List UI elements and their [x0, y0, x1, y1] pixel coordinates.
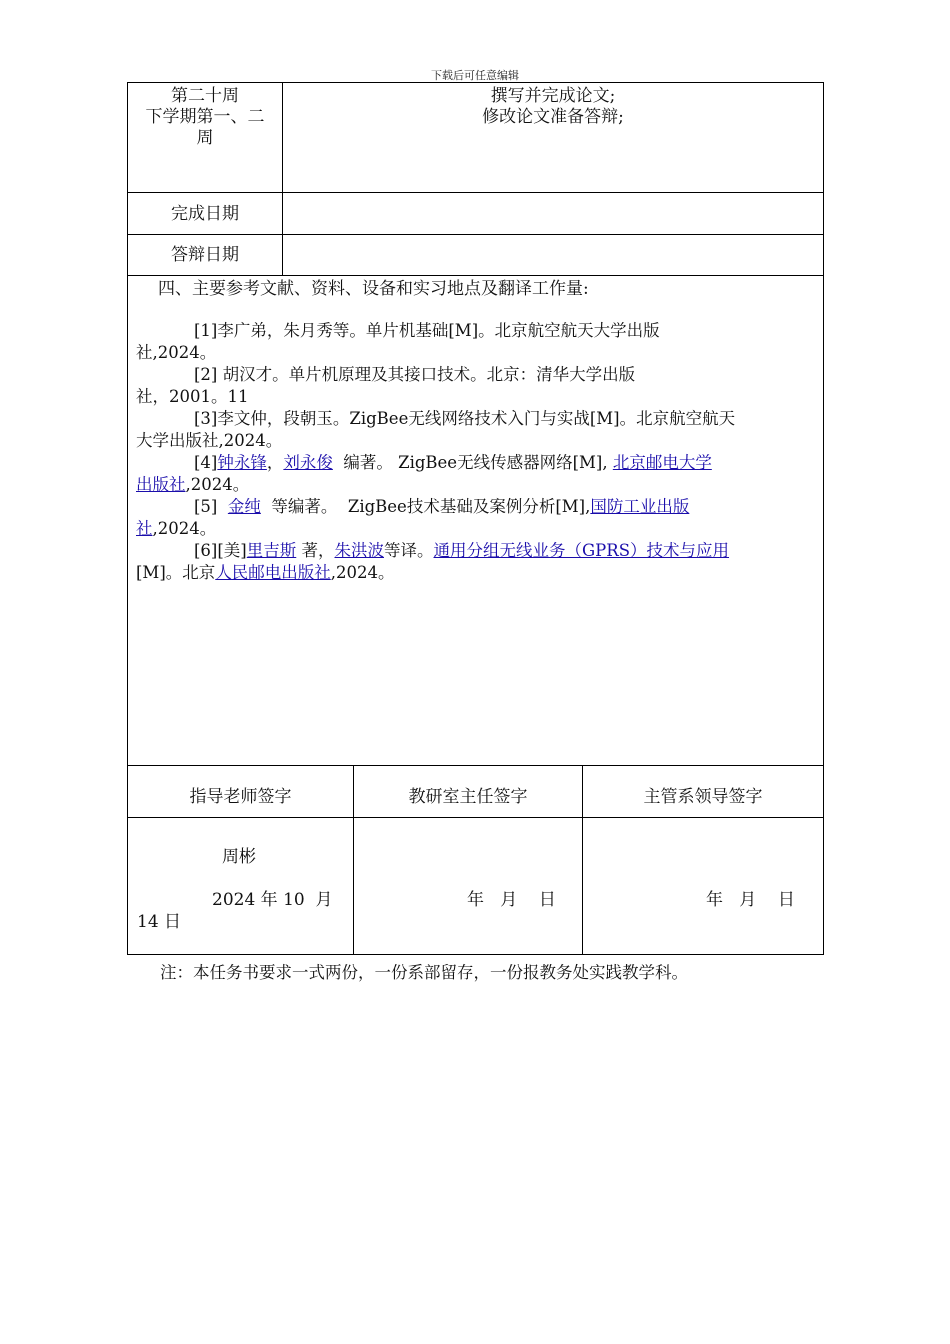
advisor-date-line2: 14 日	[137, 912, 182, 932]
leader-signature-label: 主管系领导签字	[643, 787, 763, 807]
reference-5: [5] 金纯 等编著。 ZigBee技术基础及案例分析[M],国防工业出版 社,2024。	[136, 496, 816, 540]
director-date: 年 月 日	[467, 890, 556, 910]
publisher-link[interactable]: 人民邮电出版社	[215, 563, 331, 582]
advisor-signature-label: 指导老师签字	[189, 787, 292, 807]
author-link[interactable]: 里吉斯	[246, 541, 297, 560]
row-divider	[127, 817, 824, 818]
author-link[interactable]: 朱洪波	[334, 541, 384, 560]
author-link[interactable]: 金纯	[227, 497, 261, 516]
reference-2: [2] 胡汉才。单片机原理及其接口技术。北京：清华大学出版 社，2001。11	[136, 365, 636, 406]
task-line: 撰写并完成论文;	[490, 86, 616, 106]
author-link[interactable]: 钟永锋	[217, 453, 267, 472]
reference-4: [4]钟永锋，刘永俊 编著。 ZigBee无线传感器网络[M], 北京邮电大学 出版社,2024。	[136, 452, 816, 496]
publisher-link[interactable]: 北京邮电大学	[612, 453, 712, 472]
reference-list	[136, 320, 816, 584]
week-line: 周	[196, 128, 214, 148]
leader-date: 年 月 日	[706, 890, 795, 910]
author-link[interactable]: 刘永俊	[283, 453, 333, 472]
publisher-link[interactable]: 社	[136, 519, 153, 538]
footnote: 注：本任务书要求一式两份，一份系部留存，一份报教务处实践教学科。	[160, 963, 688, 982]
week-cell	[128, 86, 282, 149]
reference-6: [6][美]里吉斯 著，朱洪波等译。通用分组无线业务（GPRS）技术与应用 [M]。北京人民邮电出版社,2024。	[136, 541, 730, 582]
advisor-name: 周彬	[222, 847, 256, 867]
row-divider	[127, 275, 824, 276]
completion-date-label: 完成日期	[171, 204, 239, 224]
title-link[interactable]: 通用分组无线业务（GPRS）技术与应用	[433, 541, 730, 560]
publisher-link[interactable]: 国防工业出版	[590, 497, 690, 516]
week-line: 下学期第一、二	[145, 107, 265, 127]
header-note: 下载后可任意编辑	[431, 69, 519, 82]
task-cell	[283, 86, 823, 128]
advisor-date-line1: 2024 年 10 月	[212, 890, 333, 910]
row-divider	[127, 234, 824, 235]
row-divider	[127, 765, 824, 766]
task-line: 修改论文准备答辩;	[482, 107, 624, 127]
section-title: 四、主要参考文献、资料、设备和实习地点及翻译工作量:	[158, 279, 589, 299]
defense-date-label: 答辩日期	[171, 245, 239, 265]
row-divider	[127, 192, 824, 193]
reference-1: [1]李广弟，朱月秀等。单片机基础[M]。北京航空航天大学出版 社,2024。	[136, 321, 660, 362]
reference-3: [3]李文仲，段朝玉。ZigBee无线网络技术入门与实战[M]。北京航空航天 大学出版社,2024。	[136, 409, 736, 450]
director-signature-label: 教研室主任签字	[408, 787, 528, 807]
week-line: 第二十周	[171, 86, 239, 106]
publisher-link[interactable]: 出版社	[136, 475, 186, 494]
